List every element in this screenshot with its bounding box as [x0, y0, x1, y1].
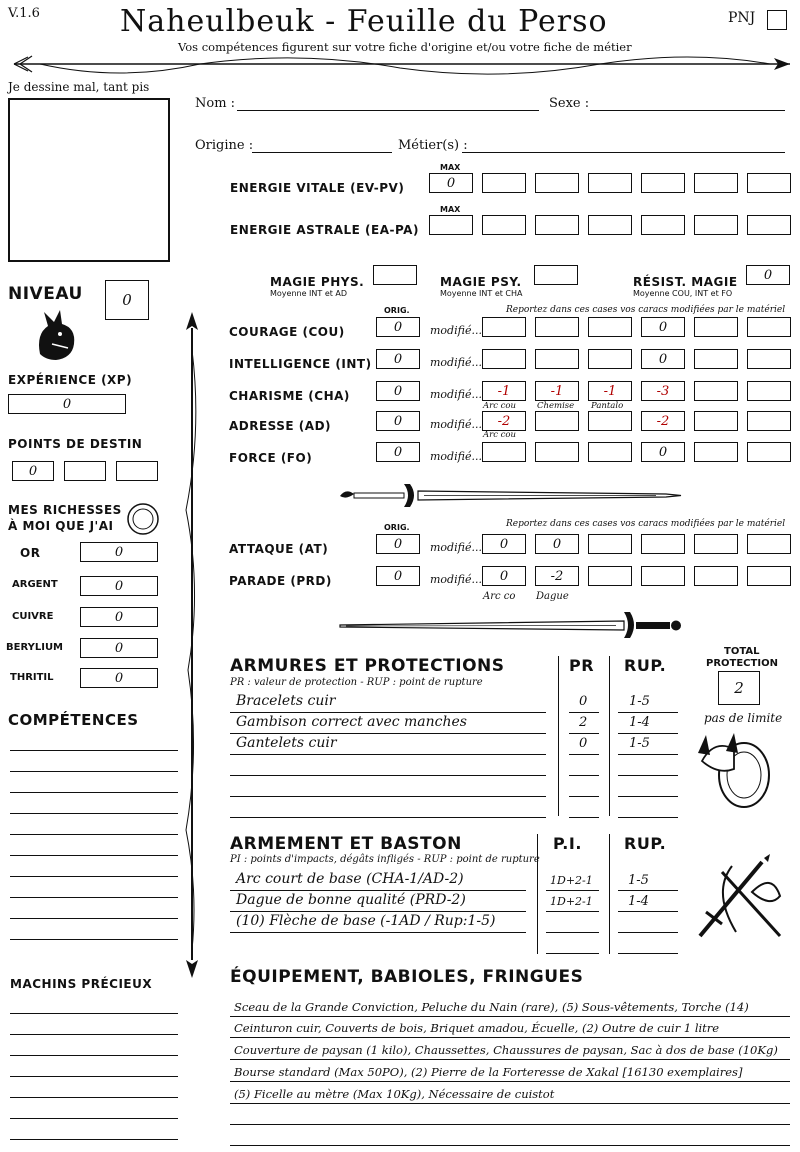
ev-box[interactable] — [588, 173, 632, 193]
equipement-line[interactable] — [230, 1037, 790, 1038]
charisme-mod-value: -3 — [656, 383, 670, 399]
limit-note: pas de limite — [704, 711, 783, 725]
armure-line[interactable] — [569, 733, 599, 734]
ev-value: 0 — [446, 175, 456, 191]
rup-header: RUP. — [624, 656, 667, 675]
competence-line[interactable] — [10, 834, 178, 835]
xp-value: 0 — [62, 396, 72, 412]
arrow-ornament-icon — [0, 52, 800, 78]
courage-orig-box[interactable] — [376, 317, 420, 337]
courage-orig-value: 0 — [393, 319, 403, 335]
version-label: V.1.6 — [8, 6, 40, 21]
charisme-label: CHARISME (CHA) — [229, 389, 350, 403]
parade-mod-box[interactable] — [747, 566, 791, 586]
adresse-orig-value: 0 — [393, 413, 403, 429]
xp-label: EXPÉRIENCE (XP) — [8, 373, 133, 387]
berylium-value: 0 — [114, 640, 124, 656]
adresse-mod-box[interactable] — [588, 411, 632, 431]
courage-mod-box[interactable] — [482, 317, 526, 337]
arme-name: Dague de bonne qualité (PRD-2) — [236, 892, 466, 908]
cuivre-value: 0 — [114, 609, 124, 625]
berylium-label: BERYLIUM — [6, 642, 64, 653]
attaque-label: ATTAQUE (AT) — [229, 542, 329, 556]
richesses-label-1: MES RICHESSES — [8, 503, 122, 517]
armure-line[interactable] — [618, 796, 678, 797]
or-label: OR — [20, 546, 41, 560]
resist-magie-value: 0 — [763, 267, 773, 283]
armure-line[interactable] — [230, 712, 546, 713]
courage-mod-box[interactable] — [747, 317, 791, 337]
force-mod-box[interactable] — [641, 442, 685, 462]
equipement-line[interactable] — [230, 1016, 790, 1017]
armure-line[interactable] — [618, 817, 678, 818]
modifie-label: modifié... — [430, 356, 482, 369]
competences-label: COMPÉTENCES — [8, 711, 139, 729]
machin-line[interactable] — [10, 1097, 178, 1098]
niveau-value: 0 — [122, 291, 132, 309]
pnj-label: PNJ — [728, 10, 756, 26]
magie-phys-note: Moyenne INT et AD — [270, 289, 348, 298]
modifie-label: modifié... — [430, 324, 482, 337]
destin-box[interactable] — [116, 461, 158, 481]
equipement-line-text: Ceinturon cuir, Couverts de bois, Briquet amadou, Écuelle, (2) Outre de cuir 1 litre — [234, 1021, 720, 1035]
argent-box[interactable] — [80, 576, 158, 596]
adresse-label: ADRESSE (AD) — [229, 419, 332, 433]
armement-note: PI : points d'impacts, dégâts infligés - RUP : point de rupture — [230, 854, 540, 865]
origine-label: Origine : — [195, 138, 254, 153]
armure-line[interactable] — [230, 775, 546, 776]
attaque-mod-box[interactable] — [588, 534, 632, 554]
force-mod-box[interactable] — [482, 442, 526, 462]
arme-rup: 1-4 — [628, 894, 649, 909]
sexe-field[interactable] — [590, 110, 785, 111]
armure-name: Bracelets cuir — [236, 693, 336, 709]
charisme-orig-box[interactable] — [376, 381, 420, 401]
arme-pi: 1D+2-1 — [550, 895, 593, 908]
niveau-box[interactable] — [105, 280, 149, 320]
intelligence-mod-value: 0 — [658, 351, 668, 367]
spear-icon — [180, 310, 204, 980]
page-subtitle: Vos compétences figurent sur votre fiche d'origine et/ou votre fiche de métier — [178, 40, 632, 54]
equipement-line-text: Sceau de la Grande Conviction, Peluche du Nain (rare), (5) Sous-vêtements, Torche (14) — [234, 1000, 749, 1014]
argent-label: ARGENT — [12, 579, 58, 590]
armure-name: Gambison correct avec manches — [236, 714, 467, 730]
armure-line[interactable] — [569, 754, 599, 755]
armure-line[interactable] — [230, 754, 546, 755]
competence-line[interactable] — [10, 813, 178, 814]
portrait-box[interactable] — [8, 98, 170, 262]
armure-name: Gantelets cuir — [236, 735, 337, 751]
charisme-mod-value: -1 — [603, 383, 617, 399]
attaque-mod-box[interactable] — [694, 534, 738, 554]
equipement-line[interactable] — [230, 1081, 790, 1082]
modifie-label: modifié... — [430, 388, 482, 401]
arme-line[interactable] — [618, 911, 678, 912]
attaque-orig-box[interactable] — [376, 534, 420, 554]
arme-line[interactable] — [618, 953, 678, 954]
armement-title: ARMEMENT ET BASTON — [230, 834, 462, 854]
courage-label: COURAGE (COU) — [229, 325, 345, 339]
ev-box[interactable] — [535, 173, 579, 193]
force-orig-value: 0 — [393, 444, 403, 460]
combat-orig-label: ORIG. — [384, 523, 410, 532]
cha-note: Chemise — [537, 401, 575, 411]
intelligence-mod-box[interactable] — [747, 349, 791, 369]
crossed-weapons-icon — [692, 852, 788, 942]
armure-line[interactable] — [569, 775, 599, 776]
force-mod-box[interactable] — [694, 442, 738, 462]
competence-line[interactable] — [10, 771, 178, 772]
competence-line[interactable] — [10, 750, 178, 751]
force-orig-box[interactable] — [376, 442, 420, 462]
column-divider — [537, 834, 538, 954]
equipement-line-text: Bourse standard (Max 50PO), (2) Pierre de la Forteresse de Xakal [16130 exemplaires] — [234, 1065, 743, 1079]
equipement-line[interactable] — [230, 1145, 790, 1146]
ea-max-box[interactable] — [429, 215, 473, 235]
arme-line[interactable] — [230, 911, 526, 912]
parade-orig-value: 0 — [393, 568, 403, 584]
arme-line[interactable] — [618, 890, 678, 891]
ev-box[interactable] — [482, 173, 526, 193]
total-protection-label: PROTECTION — [706, 658, 778, 669]
machin-line[interactable] — [10, 1076, 178, 1077]
destin-box[interactable] — [12, 461, 54, 481]
destin-value: 0 — [28, 463, 38, 479]
charisme-orig-value: 0 — [393, 383, 403, 399]
cha-note: Arc cou — [483, 401, 517, 411]
equipement-line[interactable] — [230, 1059, 790, 1060]
total-protection-value: 2 — [734, 679, 744, 697]
armure-pr: 0 — [579, 736, 588, 751]
intelligence-mod-box[interactable] — [641, 349, 685, 369]
helmet-shield-icon — [694, 725, 774, 811]
charisme-mod-box[interactable] — [641, 381, 685, 401]
attaque-mod-box[interactable] — [535, 534, 579, 554]
arme-rup: 1-5 — [628, 873, 649, 888]
adresse-mod-box[interactable] — [747, 411, 791, 431]
cuivre-label: CUIVRE — [12, 611, 54, 622]
charisme-mod-box[interactable] — [747, 381, 791, 401]
adresse-mod-box[interactable] — [694, 411, 738, 431]
intelligence-mod-box[interactable] — [482, 349, 526, 369]
armure-line[interactable] — [569, 817, 599, 818]
parade-mod-value: -2 — [550, 568, 564, 584]
ev-box[interactable] — [747, 173, 791, 193]
ev-max-box[interactable] — [429, 173, 473, 193]
modifie-label: modifié... — [430, 541, 482, 554]
adresse-mod-box[interactable] — [482, 411, 526, 431]
intelligence-orig-value: 0 — [393, 351, 403, 367]
magie-psy-note: Moyenne INT et CHA — [440, 289, 523, 298]
armure-rup: 1-5 — [629, 694, 650, 709]
courage-mod-box[interactable] — [641, 317, 685, 337]
origine-field[interactable] — [252, 152, 392, 153]
parade-orig-box[interactable] — [376, 566, 420, 586]
parade-mod-box[interactable] — [588, 566, 632, 586]
arme-line[interactable] — [230, 890, 526, 891]
nom-field[interactable] — [237, 110, 539, 111]
ea-max-label: MAX — [440, 205, 461, 214]
arme-line[interactable] — [618, 932, 678, 933]
adresse-orig-box[interactable] — [376, 411, 420, 431]
sword-icon — [336, 610, 686, 640]
magie-phys-box[interactable] — [373, 265, 417, 285]
column-divider — [609, 834, 610, 954]
ea-box[interactable] — [641, 215, 685, 235]
thritil-value: 0 — [114, 670, 124, 686]
ea-label: ENERGIE ASTRALE (EA-PA) — [230, 223, 419, 237]
intelligence-label: INTELLIGENCE (INT) — [229, 357, 372, 371]
courage-mod-box[interactable] — [588, 317, 632, 337]
parade-mod-value: 0 — [499, 568, 509, 584]
resist-magie-box[interactable] — [746, 265, 790, 285]
equipement-line-text: Couverture de paysan (1 kilo), Chaussettes, Chaussures de paysan, Sac à dos de base (10Kg) — [234, 1043, 778, 1057]
page-title: Naheulbeuk - Feuille du Perso — [120, 4, 608, 39]
caracs-report-note: Reportez dans ces cases vos caracs modifiées par le matériel — [506, 305, 786, 315]
armure-rup: 1-5 — [629, 736, 650, 751]
armure-line[interactable] — [618, 754, 678, 755]
ev-box[interactable] — [694, 173, 738, 193]
attaque-mod-box[interactable] — [482, 534, 526, 554]
thritil-box[interactable] — [80, 668, 158, 688]
pi-header: P.I. — [553, 834, 582, 853]
cuivre-box[interactable] — [80, 607, 158, 627]
arme-name: Arc court de base (CHA-1/AD-2) — [236, 871, 464, 887]
machins-label: MACHINS PRÉCIEUX — [10, 977, 153, 991]
modifie-label: modifié... — [430, 573, 482, 586]
parade-mod-box[interactable] — [694, 566, 738, 586]
competence-line[interactable] — [10, 939, 178, 940]
adresse-mod-box[interactable] — [641, 411, 685, 431]
armure-line[interactable] — [569, 712, 599, 713]
parade-label: PARADE (PRD) — [229, 574, 332, 588]
arme-line[interactable] — [546, 932, 599, 933]
dragon-icon — [30, 304, 82, 364]
equipement-title: ÉQUIPEMENT, BABIOLES, FRINGUES — [230, 967, 584, 987]
armure-line[interactable] — [618, 775, 678, 776]
arme-line[interactable] — [546, 911, 599, 912]
armure-line[interactable] — [230, 733, 546, 734]
resist-magie-label: RÉSIST. MAGIE — [633, 275, 738, 289]
courage-mod-box[interactable] — [694, 317, 738, 337]
adresse-mod-value: -2 — [497, 413, 511, 429]
ea-box[interactable] — [747, 215, 791, 235]
column-divider — [609, 656, 610, 816]
force-mod-box[interactable] — [747, 442, 791, 462]
xp-box[interactable] — [8, 394, 126, 414]
adresse-mod-box[interactable] — [535, 411, 579, 431]
equipement-line[interactable] — [230, 1124, 790, 1125]
ad-note: Arc cou — [483, 430, 517, 440]
ev-label: ENERGIE VITALE (EV-PV) — [230, 181, 405, 195]
portrait-label: Je dessine mal, tant pis — [8, 80, 150, 94]
attaque-mod-value: 0 — [552, 536, 562, 552]
pnj-checkbox[interactable] — [767, 10, 787, 30]
modifie-label: modifié... — [430, 450, 482, 463]
competence-line[interactable] — [10, 918, 178, 919]
intelligence-mod-box[interactable] — [694, 349, 738, 369]
ea-box[interactable] — [482, 215, 526, 235]
force-mod-box[interactable] — [535, 442, 579, 462]
armure-line[interactable] — [569, 796, 599, 797]
attaque-mod-box[interactable] — [641, 534, 685, 554]
armures-note: PR : valeur de protection - RUP : point de rupture — [230, 677, 483, 688]
arme-line[interactable] — [546, 953, 599, 954]
magie-psy-label: MAGIE PSY. — [440, 275, 522, 289]
armure-line[interactable] — [618, 733, 678, 734]
cha-note: Pantalo — [591, 401, 624, 411]
courage-mod-box[interactable] — [535, 317, 579, 337]
force-label: FORCE (FO) — [229, 451, 313, 465]
force-mod-value: 0 — [658, 444, 668, 460]
combat-report-note: Reportez dans ces cases vos caracs modifiées par le matériel — [506, 519, 786, 529]
resist-magie-note: Moyenne COU, INT et FO — [633, 289, 733, 298]
combat-note: Dague — [536, 591, 569, 602]
charisme-mod-value: -1 — [497, 383, 511, 399]
intelligence-orig-box[interactable] — [376, 349, 420, 369]
arme-line[interactable] — [230, 932, 526, 933]
charisme-mod-box[interactable] — [694, 381, 738, 401]
ev-box[interactable] — [641, 173, 685, 193]
armure-rup: 1-4 — [629, 715, 650, 730]
attaque-mod-value: 0 — [499, 536, 509, 552]
equipement-line[interactable] — [230, 1103, 790, 1104]
argent-value: 0 — [114, 578, 124, 594]
equipement-line-text: (5) Ficelle au mètre (Max 10Kg), Nécessaire de cuistot — [234, 1087, 555, 1101]
armures-title: ARMURES ET PROTECTIONS — [230, 656, 505, 676]
arme-pi: 1D+2-1 — [550, 874, 593, 887]
charisme-mod-box[interactable] — [482, 381, 526, 401]
parade-mod-box[interactable] — [482, 566, 526, 586]
charisme-mod-value: -1 — [550, 383, 564, 399]
parade-mod-box[interactable] — [641, 566, 685, 586]
coin-icon — [126, 502, 160, 536]
thritil-label: THRITIL — [10, 672, 54, 683]
or-value: 0 — [114, 544, 124, 560]
or-box[interactable] — [80, 542, 158, 562]
berylium-box[interactable] — [80, 638, 158, 658]
ea-box[interactable] — [694, 215, 738, 235]
arme-name: (10) Flèche de base (-1AD / Rup:1-5) — [236, 913, 496, 929]
total-protection-box[interactable] — [718, 671, 760, 705]
ev-max-label: MAX — [440, 163, 461, 172]
machin-line[interactable] — [10, 1013, 178, 1014]
richesses-label-2: À MOI QUE J'AI — [8, 519, 114, 533]
armure-line[interactable] — [230, 796, 546, 797]
sexe-label: Sexe : — [549, 96, 590, 111]
competence-line[interactable] — [10, 876, 178, 877]
ea-box[interactable] — [588, 215, 632, 235]
destin-label: POINTS DE DESTIN — [8, 437, 143, 451]
sword-icon — [336, 480, 686, 510]
adresse-mod-value: -2 — [656, 413, 670, 429]
competence-line[interactable] — [10, 897, 178, 898]
attaque-mod-box[interactable] — [747, 534, 791, 554]
courage-mod-value: 0 — [658, 319, 668, 335]
metier-label: Métier(s) : — [398, 138, 468, 153]
armure-pr: 2 — [579, 715, 588, 730]
intelligence-mod-box[interactable] — [535, 349, 579, 369]
machin-line[interactable] — [10, 1055, 178, 1056]
armure-line[interactable] — [230, 817, 546, 818]
total-label: TOTAL — [724, 646, 760, 657]
charisme-mod-box[interactable] — [588, 381, 632, 401]
machin-line[interactable] — [10, 1118, 178, 1119]
magie-phys-label: MAGIE PHYS. — [270, 275, 365, 289]
destin-box[interactable] — [64, 461, 106, 481]
magie-psy-box[interactable] — [534, 265, 578, 285]
modifie-label: modifié... — [430, 418, 482, 431]
machin-line[interactable] — [10, 1034, 178, 1035]
attaque-orig-value: 0 — [393, 536, 403, 552]
armure-line[interactable] — [618, 712, 678, 713]
competence-line[interactable] — [10, 855, 178, 856]
column-divider — [558, 656, 559, 816]
intelligence-mod-box[interactable] — [588, 349, 632, 369]
niveau-label: NIVEAU — [8, 284, 83, 304]
machin-line[interactable] — [10, 1139, 178, 1140]
combat-note: Arc co — [483, 591, 516, 602]
nom-label: Nom : — [195, 96, 236, 111]
competence-line[interactable] — [10, 792, 178, 793]
arme-line[interactable] — [546, 890, 599, 891]
pr-header: PR — [569, 656, 595, 675]
force-mod-box[interactable] — [588, 442, 632, 462]
metier-field[interactable] — [462, 152, 785, 153]
armure-pr: 0 — [579, 694, 588, 709]
parade-mod-box[interactable] — [535, 566, 579, 586]
ea-box[interactable] — [535, 215, 579, 235]
rup-header: RUP. — [624, 834, 667, 853]
caracs-orig-label: ORIG. — [384, 306, 410, 315]
charisme-mod-box[interactable] — [535, 381, 579, 401]
